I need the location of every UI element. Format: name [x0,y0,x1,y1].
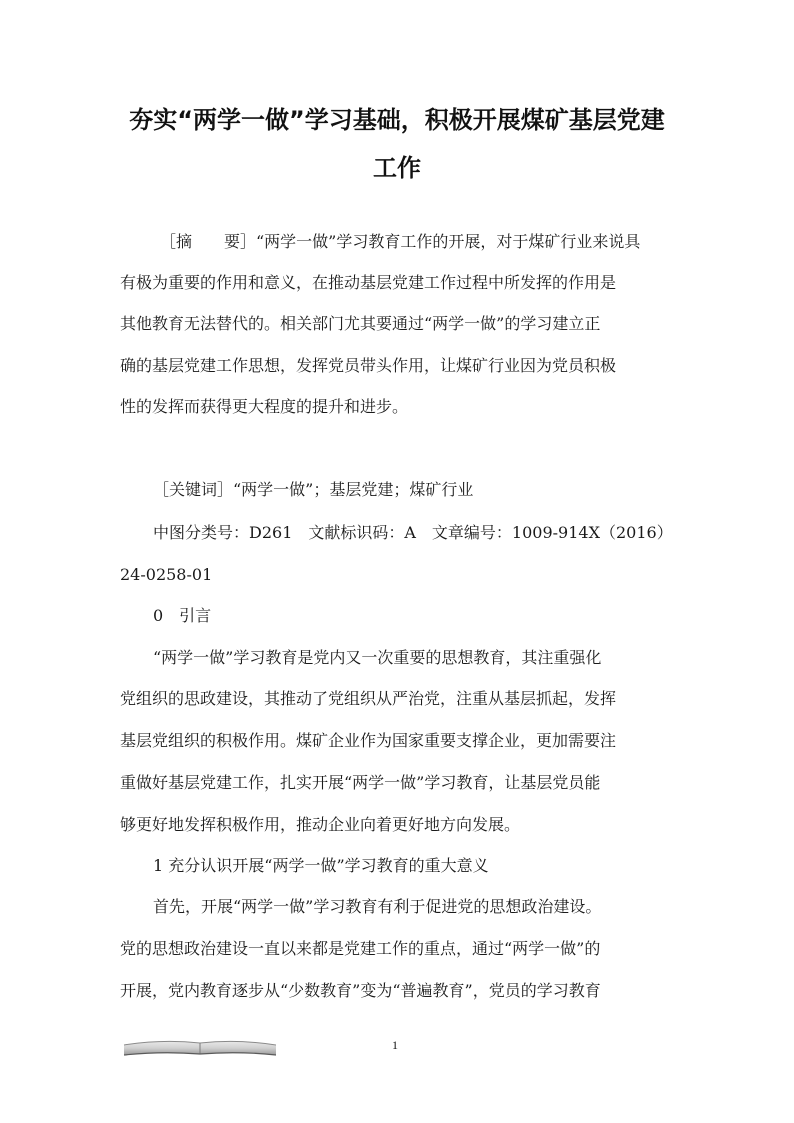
open-book-image [122,1037,278,1057]
keywords: ［关键词］“两学一做”；基层党建；煤矿行业 [153,480,474,499]
classification-line-2: 24-0258-01 [120,565,213,584]
abstract-line-4: 确的基层党建工作思想，发挥党员带头作用，让煤矿行业因为党员积极 [120,356,617,375]
intro-line-4: 重做好基层党建工作，扎实开展“两学一做”学习教育，让基层党员能 [120,773,601,792]
intro-line-3: 基层党组织的积极作用。煤矿企业作为国家重要支撑企业，更加需要注 [120,731,617,750]
abstract-line-5: 性的发挥而获得更大程度的提升和进步。 [120,397,409,416]
section-1-line-1: 首先，开展“两学一做”学习教育有利于促进党的思想政治建设。 [153,897,602,916]
section-1-heading: 1 充分认识开展“两学一做”学习教育的重大意义 [153,856,489,875]
section-1-line-2: 党的思想政治建设一直以来都是党建工作的重点，通过“两学一做”的 [120,939,601,958]
section-0-heading: 0 引言 [153,606,212,625]
abstract-line-1: ［摘 要］“两学一做”学习教育工作的开展，对于煤矿行业来说具 [160,232,641,251]
abstract-line-2: 有极为重要的作用和意义，在推动基层党建工作过程中所发挥的作用是 [120,273,617,292]
page-number: 1 [392,1038,398,1052]
classification-line-1: 中图分类号：D261 文献标识码：A 文章编号：1009-914X（2016） [153,523,673,542]
section-1-line-3: 开展，党内教育逐步从“少数教育”变为“普遍教育”，党员的学习教育 [120,981,601,1000]
intro-line-5: 够更好地发挥积极作用，推动企业向着更好地方向发展。 [120,815,521,834]
document-title [100,96,694,192]
intro-line-2: 党组织的思政建设，其推动了党组织从严治党，注重从基层抓起，发挥 [120,689,617,708]
intro-line-1: “两学一做”学习教育是党内又一次重要的思想教育，其注重强化 [153,648,602,667]
title-line-1: 夯实“两学一做”学习基础，积极开展煤矿基层党建 [129,106,665,134]
abstract-line-3: 其他教育无法替代的。相关部门尤其要通过“两学一做”的学习建立正 [120,314,601,333]
title-line-2: 工作 [373,154,421,182]
